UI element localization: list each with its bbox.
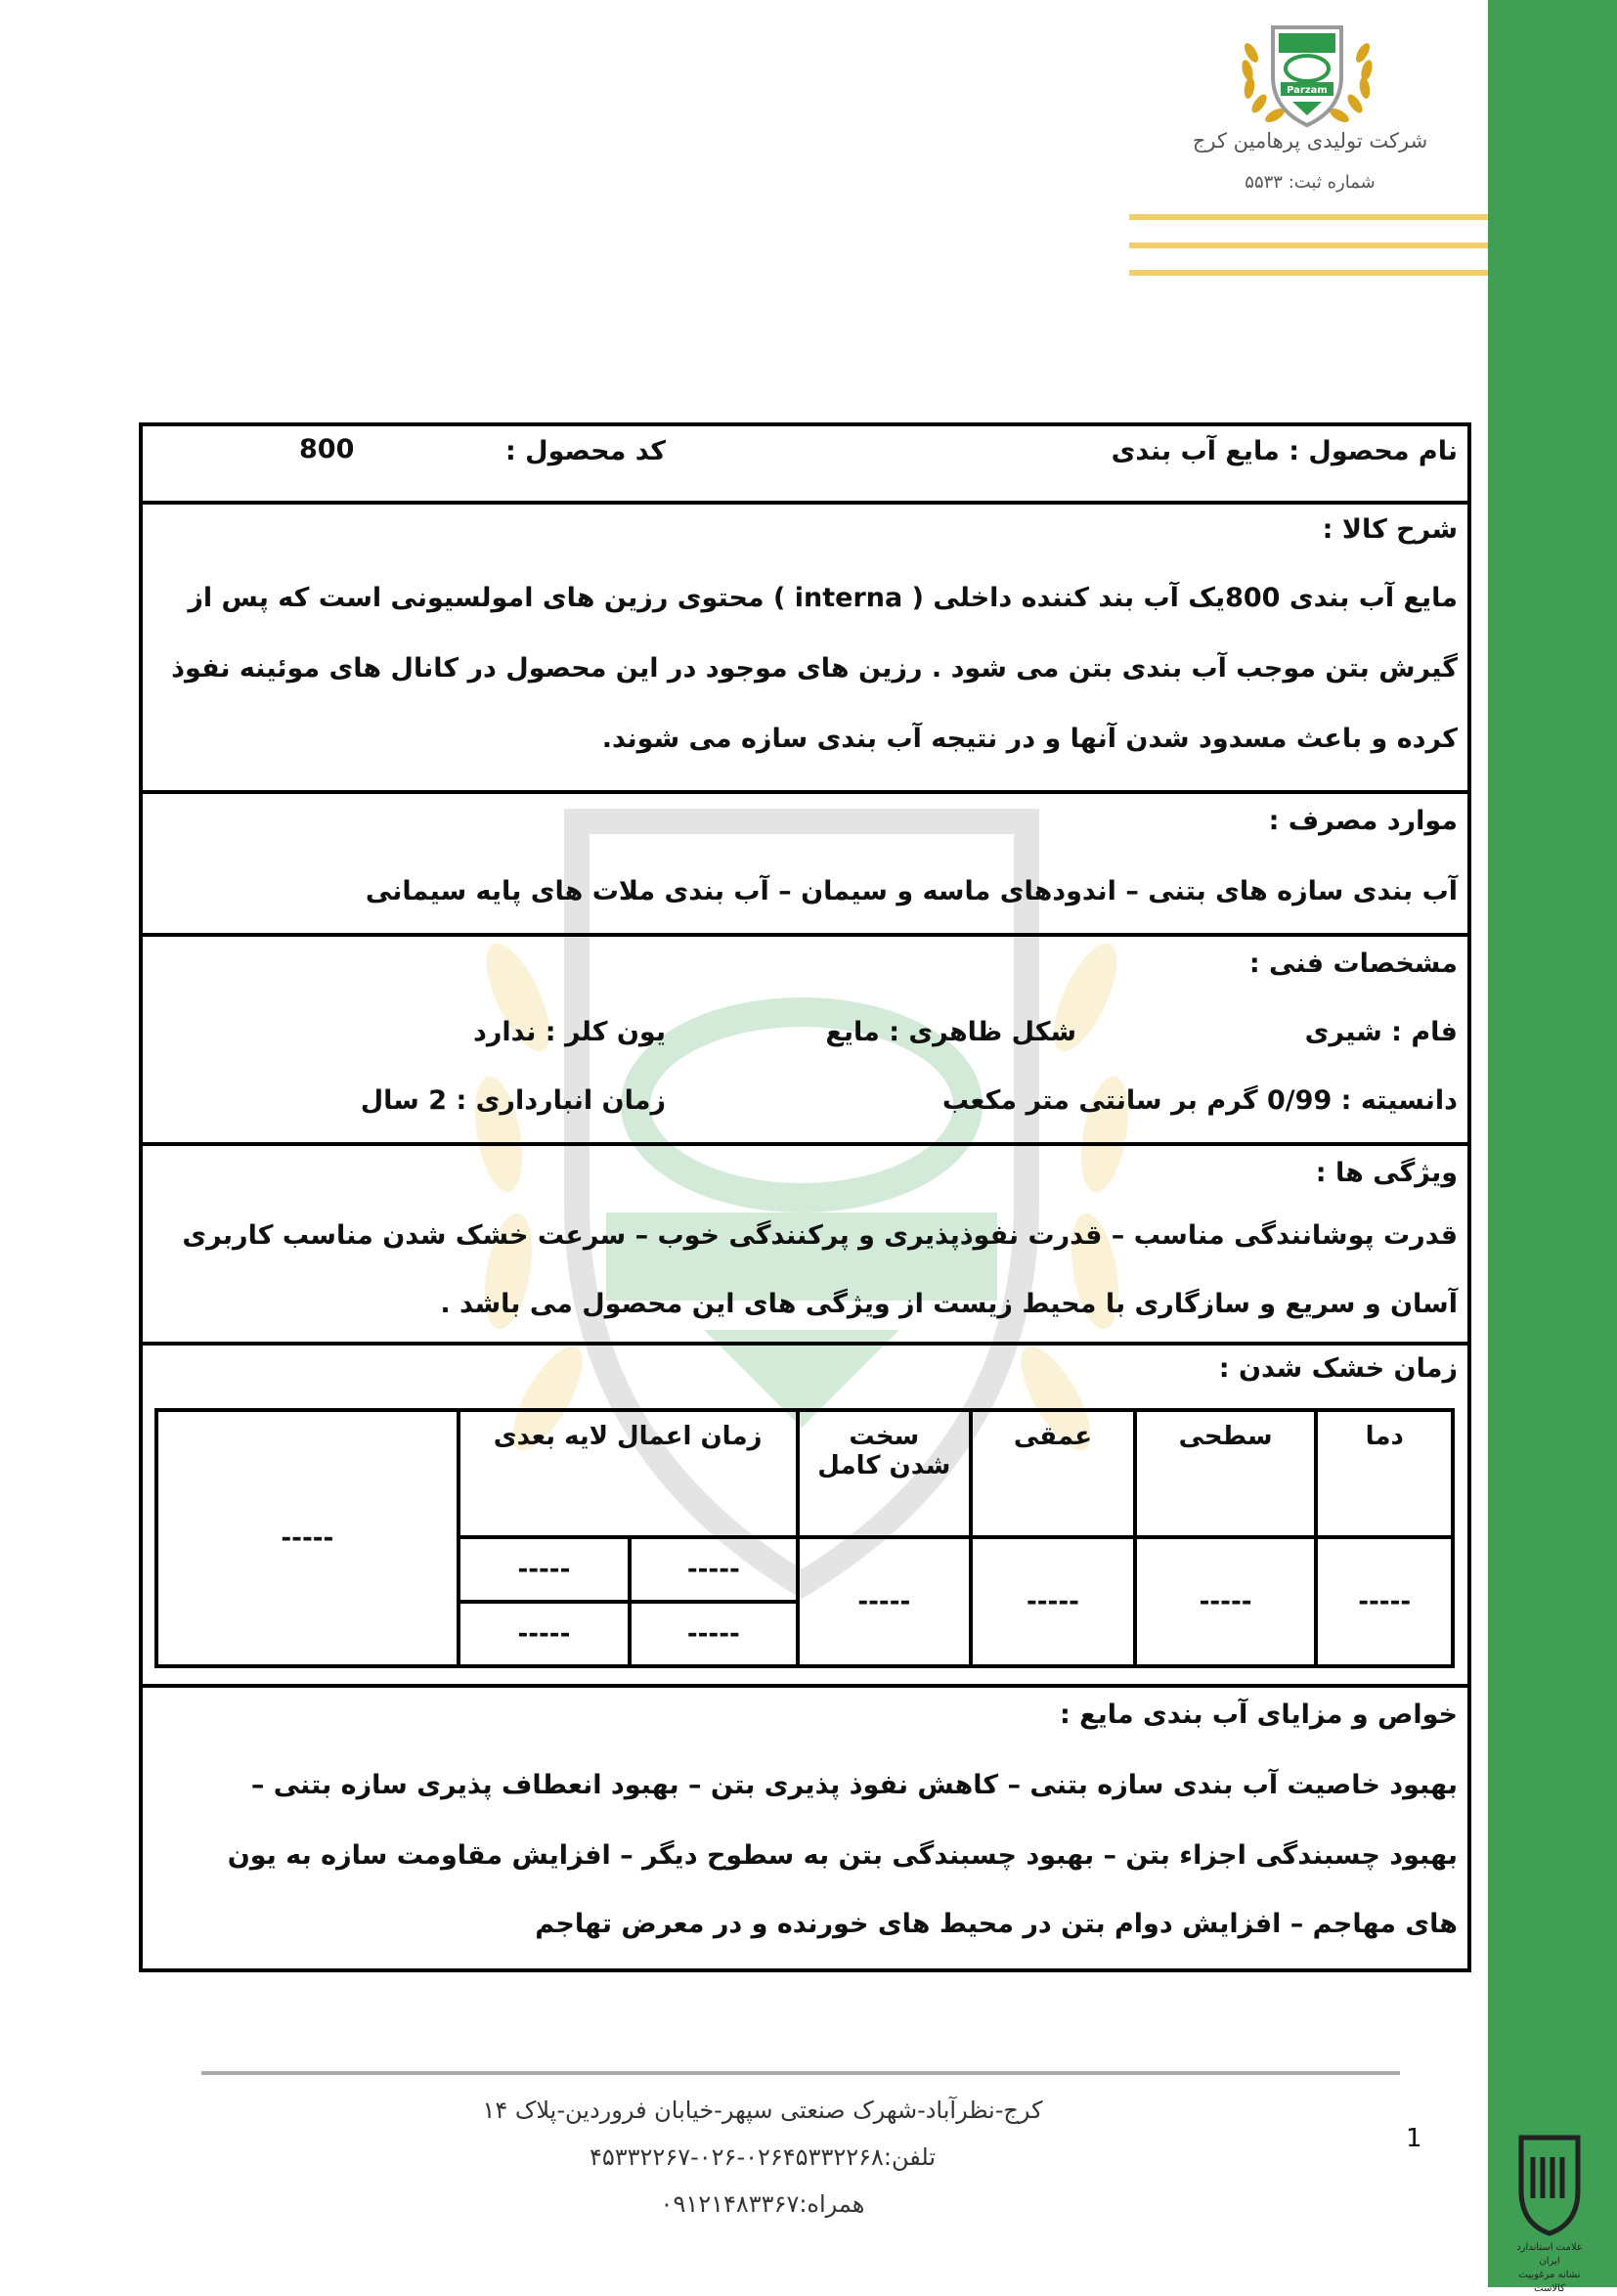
product-name: نام محصول : مایع آب بندی [1111,436,1458,466]
cell-temperature: ----- [1316,1537,1453,1666]
product-code-value: 800 [299,434,355,464]
features-line-1: قدرت پوشانندگی مناسب – قدرت نفوذپذیری و پرکنندگی خوب – سرعت خشک شدن مناسب کاربری [182,1220,1458,1251]
product-name-row [143,426,1467,505]
cell-deep: ----- [971,1537,1135,1666]
svg-text:Parzam: Parzam [1287,85,1328,96]
cell-next-layer-4: ----- [459,1602,630,1666]
description-line-1: مایع آب بندی 800یک آب بند کننده داخلی ( interna ) محتوی رزین های امولسیونی است که پس از [188,583,1458,613]
cell-full-hardening: ----- [798,1537,972,1666]
benefits-line-2: بهبود چسبندگی اجزاء بتن – بهبود چسبندگی بتن به سطوح دیگر – افزایش مقاومت سازه به یون [227,1840,1458,1871]
usage-section [143,794,1467,937]
cell-next-layer-2: ----- [459,1537,630,1602]
standard-caption-1: علامت استاندارد ایران [1516,2242,1583,2267]
spec-chloride: یون کلر : ندارد [472,1017,666,1047]
col-full-hardening [798,1410,972,1537]
registration-number: شماره ثبت: ۵۵۳۳ [1245,172,1376,193]
header-gold-line-1 [1129,214,1488,220]
usage-line: آب بندی سازه های بتنی – اندودهای ماسه و سیمان – آب بندی ملات های پایه سیمانی [365,876,1458,906]
col-full-hardening-line-2: شدن کامل [817,1451,951,1480]
page-number: 1 [1406,2124,1422,2153]
spec-storage: زمان انبارداری : 2 سال [360,1085,666,1116]
features-heading: ویژگی ها : [1315,1158,1458,1188]
benefits-line-3: های مهاجم – افزایش دوام بتن در محیط های خورنده و در معرض تهاجم [535,1909,1458,1939]
description-line-2: گیرش بتن موجب آب بندی بتن می شود . رزین های موجود در این محصول در کانال های موئینه نفوذ [171,653,1458,684]
description-line-3: کرده و باعث مسدود شدن آنها و در نتیجه آب بندی سازه می شوند. [601,724,1458,754]
drying-section [143,1346,1467,1688]
description-heading: شرح کالا : [1322,514,1458,545]
footer-mobile: همراه:۰۹۱۲۱۴۸۳۳۶۷ [660,2190,865,2218]
features-line-2: آسان و سریع و سازگاری با محیط زیست از ویژگی های این محصول می باشد . [440,1289,1458,1319]
header-gold-line-2 [1129,243,1488,248]
benefits-heading: خواص و مزایای آب بندی مایع : [1059,1700,1458,1730]
col-full-hardening-line-1: سخت [849,1422,920,1451]
technical-section [143,937,1467,1146]
description-section [143,505,1467,794]
technical-heading: مشخصات فنی : [1248,949,1458,979]
benefits-section [143,1688,1467,1968]
cell-extra: ----- [156,1410,459,1666]
features-section [143,1146,1467,1346]
cell-next-layer-3: ----- [630,1602,797,1666]
product-sheet-box [139,422,1471,1972]
drying-table [154,1408,1455,1668]
header-gold-line-3 [1129,270,1488,276]
footer-phone: تلفن:۰۲۶۴۵۳۳۲۲۶۸-۰۲۶-۴۵۳۳۲۲۶۷ [589,2143,937,2171]
footer-address: کرج-نظرآباد-شهرک صنعتی سپهر-خیابان فروردین-پلاک ۱۴ [482,2097,1043,2124]
cell-next-layer-1: ----- [630,1537,797,1602]
standard-caption-2: نشانه مرغوبیت کالاست [1518,2270,1581,2294]
col-deep: عمقی [971,1410,1135,1537]
company-name: شرکت تولیدی پرهامین کرج [1192,129,1428,153]
company-logo [1234,14,1380,133]
col-temperature: دما [1316,1410,1453,1537]
col-next-layer: زمان اعمال لایه بعدی [459,1410,798,1537]
iran-standard-mark [1513,2130,1586,2294]
spec-density: دانسیته : 0/99 گرم بر سانتی متر مکعب [941,1085,1458,1116]
col-surface: سطحی [1135,1410,1317,1537]
footer-rule [201,2071,1400,2075]
cell-surface: ----- [1135,1537,1317,1666]
spec-appearance: شکل ظاهری : مایع [825,1017,1076,1047]
drying-heading: زمان خشک شدن : [1218,1353,1458,1384]
usage-heading: موارد مصرف : [1268,806,1458,836]
spec-color: فام : شیری [1304,1017,1458,1047]
benefits-line-1: بهبود خاصیت آب بندی سازه بتنی – کاهش نفوذ پذیری بتن – بهبود انعطاف پذیری سازه بتنی – [250,1770,1458,1800]
side-color-band [1488,0,1617,2287]
product-code-label: کد محصول : [504,436,666,466]
